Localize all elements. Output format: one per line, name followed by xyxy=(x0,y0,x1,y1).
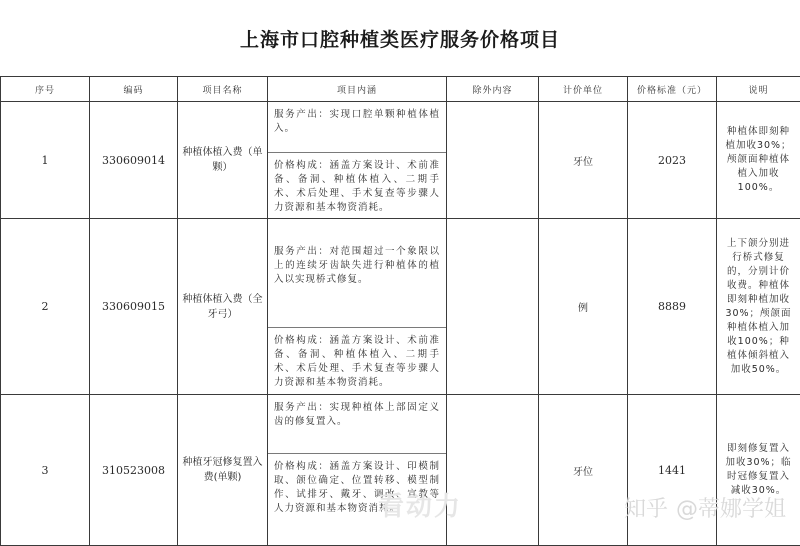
row-index: 3 xyxy=(1,395,90,546)
row-exclusion xyxy=(447,219,539,395)
price-table xyxy=(0,76,800,546)
header-index: 序号 xyxy=(1,77,90,102)
row-code: 330609015 xyxy=(90,219,178,395)
document-title: 上海市口腔种植类医疗服务价格项目 xyxy=(0,0,800,76)
price-composition-text: 价格构成：涵盖方案设计、印模制取、颌位确定、位置转移、模型制作、试排牙、戴牙、调改、宣教等人力资源和基本物资消耗。 xyxy=(268,453,446,545)
row-name: 种植牙冠修复置入费(单颗) xyxy=(178,395,268,546)
row-code: 330609014 xyxy=(90,102,178,219)
table-row xyxy=(1,102,800,219)
row-price: 2023 xyxy=(628,102,717,219)
header-content: 项目内涵 xyxy=(268,77,447,102)
header-price: 价格标准（元） xyxy=(628,77,717,102)
header-name: 项目名称 xyxy=(178,77,268,102)
service-output-text: 服务产出：实现种植体上部固定义齿的修复置入。 xyxy=(268,395,446,453)
header-code: 编码 xyxy=(90,77,178,102)
center-watermark: 看动力 xyxy=(378,486,462,523)
row-note: 上下颌分别进行桥式修复的，分别计价收费。种植体即刻种植加收30%；颅颌面种植体植入加收100%；种植体倾斜植入加收50%。 xyxy=(717,219,800,395)
price-composition-text: 价格构成：涵盖方案设计、术前准备、备洞、种植体植入、二期手术、术后处理、手术复查等步骤人力资源和基本物资消耗。 xyxy=(268,327,446,394)
row-price: 8889 xyxy=(628,219,717,395)
header-exclusion: 除外内容 xyxy=(447,77,539,102)
row-note: 即刻修复置入加收30%；临时冠修复置入减收30%。 xyxy=(717,395,800,546)
row-price: 1441 xyxy=(628,395,717,546)
table-row xyxy=(1,219,800,395)
row-unit: 牙位 xyxy=(539,102,628,219)
service-output-text: 服务产出：实现口腔单颗种植体植入。 xyxy=(268,102,446,152)
watermark-username: @蒂娜学姐 xyxy=(676,492,786,523)
row-code: 310523008 xyxy=(90,395,178,546)
row-content xyxy=(268,219,447,395)
row-note: 种植体即刻种植加收30%；颅颌面种植体植入加收100%。 xyxy=(717,102,800,219)
header-note: 说明 xyxy=(717,77,800,102)
corner-watermark xyxy=(624,492,786,523)
row-name: 种植体植入费（单颗） xyxy=(178,102,268,219)
service-output-text: 服务产出：对范围超过一个象限以上的连续牙齿缺失进行种植体的植入以实现桥式修复。 xyxy=(268,219,446,327)
header-unit: 计价单位 xyxy=(539,77,628,102)
price-composition-text: 价格构成：涵盖方案设计、术前准备、备洞、种植体植入、二期手术、术后处理、手术复查等步骤人力资源和基本物资消耗。 xyxy=(268,152,446,218)
row-unit: 牙位 xyxy=(539,395,628,546)
zhihu-logo-text: 知乎 xyxy=(624,492,668,523)
row-exclusion xyxy=(447,102,539,219)
row-name: 种植体植入费（全牙弓） xyxy=(178,219,268,395)
row-index: 1 xyxy=(1,102,90,219)
row-content xyxy=(268,102,447,219)
row-index: 2 xyxy=(1,219,90,395)
table-header-row xyxy=(1,77,800,102)
row-unit: 例 xyxy=(539,219,628,395)
